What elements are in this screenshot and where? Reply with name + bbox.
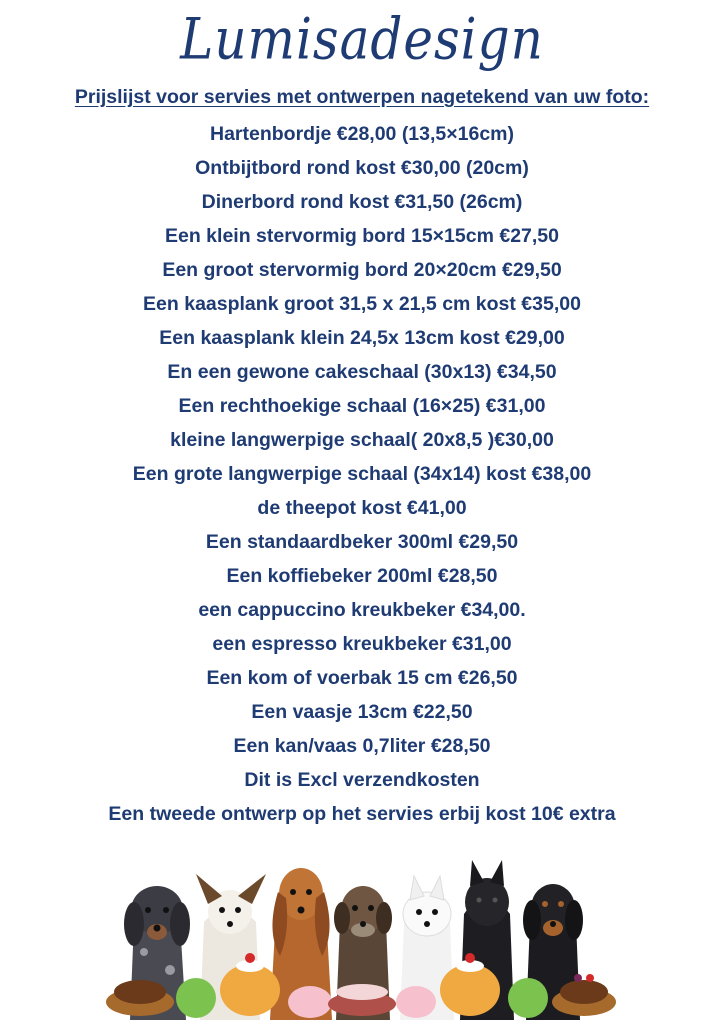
price-item: Een kom of voerbak 15 cm €26,50 — [206, 667, 518, 689]
price-item: Een klein stervormig bord 15×15cm €27,50 — [165, 225, 559, 247]
price-item: Dinerbord rond kost €31,50 (26cm) — [201, 191, 523, 213]
price-item: Dit is Excl verzendkosten — [244, 769, 480, 791]
price-item: Een vaasje 13cm €22,50 — [251, 701, 473, 723]
price-item: Een tweede ontwerp op het servies erbij kost 10€ extra — [108, 803, 616, 825]
dogs-and-desserts-illustration — [100, 852, 620, 1020]
price-item: Een koffiebeker 200ml €28,50 — [226, 565, 498, 587]
price-item: kleine langwerpige schaal( 20x8,5 )€30,00 — [170, 429, 554, 451]
price-item: Een kan/vaas 0,7liter €28,50 — [233, 735, 491, 757]
price-item: Hartenbordje €28,00 (13,5×16cm) — [209, 123, 515, 145]
price-item: Een standaardbeker 300ml €29,50 — [205, 531, 519, 553]
price-item: een cappuccino kreukbeker €34,00. — [198, 599, 526, 621]
brand-title: Lumisadesign — [180, 5, 544, 73]
price-item: Een grote langwerpige schaal (34x14) kost €38,00 — [132, 463, 592, 485]
price-item: de theepot kost €41,00 — [257, 497, 467, 519]
price-list-heading: Prijslijst voor servies met ontwerpen nagetekend van uw foto: — [74, 86, 650, 108]
price-item: Een kaasplank groot 31,5 x 21,5 cm kost €35,00 — [143, 293, 581, 315]
price-item: Een groot stervormig bord 20×20cm €29,50 — [162, 259, 562, 281]
price-item: een espresso kreukbeker €31,00 — [212, 633, 512, 655]
price-item: Een rechthoekige schaal (16×25) €31,00 — [178, 395, 546, 417]
price-item: Een kaasplank klein 24,5x 13cm kost €29,00 — [159, 327, 565, 349]
price-item: En een gewone cakeschaal (30x13) €34,50 — [167, 361, 557, 383]
price-item: Ontbijtbord rond kost €30,00 (20cm) — [195, 157, 529, 179]
price-list — [0, 117, 724, 831]
